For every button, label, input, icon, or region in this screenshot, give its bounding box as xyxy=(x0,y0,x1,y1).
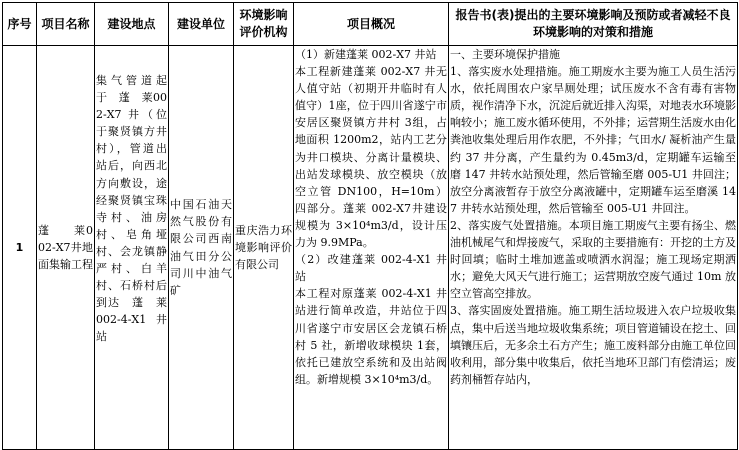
header-row xyxy=(3,3,738,46)
cell-eia-agency: 重庆浩力环境影响评价有限公司 xyxy=(234,46,294,450)
overview-para: （1）新建蓬莱 002-X7 井站 xyxy=(295,48,437,61)
header-project-name: 项目名称 xyxy=(37,3,95,46)
header-construction-unit: 建设单位 xyxy=(169,3,234,46)
cell-project-name: 蓬 莱002-X7井地面集输工程 xyxy=(37,46,95,450)
overview-para: 本工程新建蓬莱 002-X7 井无人值守站（初期开井临时有人值守）1座，位于四川省遂宁市安居区聚贤镇方井村 3组，占地面积 1200m2，站内工艺分为井口模块、分离计量模块、出站发球模块、放空模块（放空立管 DN100，H=10m）四部分。蓬莱 002-X7井建设规模为 3×10⁴m3/d，设计压力为 9.9MPa。 xyxy=(295,65,447,250)
measures-para: 3、落实固废处置措施。施工期生活垃圾进入农户垃圾收集点，集中后送当地垃圾收集系统；项目管道铺设在挖土、回填镶压后，无多余土石方产生；施工废料部分由施工单位回收利用，部分集中收集后，依托当地环卫部门有偿清运；废药剂桶暂存站内， xyxy=(450,304,736,386)
header-measures: 报告书(表)提出的主要环境影响及预防或者减轻不良环境影响的对策和措施 xyxy=(449,3,738,46)
header-location: 建设地点 xyxy=(95,3,169,46)
cell-measures xyxy=(449,46,738,450)
overview-para: （2）改建蓬莱 002-4-X1 井站 xyxy=(295,253,447,284)
eia-table xyxy=(2,2,738,450)
cell-construction-unit: 中国石油天然气股份有限公司西南油气田分公司川中油气矿 xyxy=(169,46,234,450)
header-overview: 项目概况 xyxy=(294,3,449,46)
measures-para: 1、落实废水处理措施。施工期废水主要为施工人员生活污水，依托周围农户家旱厕处理；试压废水不含有毒有害物质，视作清净下水，沉淀后就近排入沟渠，对地表水环境影响较小；施工废水循环使用，不外排；运营期生活废水由化粪池收集处理后用作农肥，不外排；气田水/ 凝析油产生量约 37 井分离，产生量约为 0.45m3/d，定期罐车运输至磨 147 井转水站预处理，然后管输至磨 005-U1 井回注；放空分离液暂存于放空分离液罐中，定期罐车运至磨溪 147 井转水站预处理，然后管输至 005-U1 井回注。 xyxy=(450,65,736,215)
header-seq: 序号 xyxy=(3,3,37,46)
cell-seq: 1 xyxy=(3,46,37,450)
measures-para: 2、落实废气处置措施。本项目施工期废气主要有扬尘、燃油机械尾气和焊接废气，采取的主要措施有：开挖的土方及时回填；临时土堆加遮盖或喷洒水润湿；施工现场定期洒水；避免大风天气进行施工；运营期放空废气通过 10m 放空立管高空排放。 xyxy=(450,218,736,301)
cell-overview xyxy=(294,46,449,450)
table-row xyxy=(3,46,738,450)
measures-heading: 一、主要环境保护措施 xyxy=(450,48,560,61)
cell-location: 集气管道起 于 蓬 莱002-X7 井（位于聚贤镇方井村），管道出站后，向西北方向敷设，途经聚贤镇宝珠寺村、油房村、皂角垭村、会龙镇静严村、白羊村、石桥村后到达 蓬 莱002-4-X1井站 xyxy=(95,46,169,450)
header-eia-agency: 环境影响评价机构 xyxy=(234,3,294,46)
overview-para: 本工程对原蓬莱 002-4-X1 井站进行简单改造，井站位于四川省遂宁市安居区会龙镇石桥村 5 社，新增收球模块 1套，依托已建放空系统和及出站阀组。新增规模 3×10⁴m3/d。 xyxy=(295,287,447,386)
